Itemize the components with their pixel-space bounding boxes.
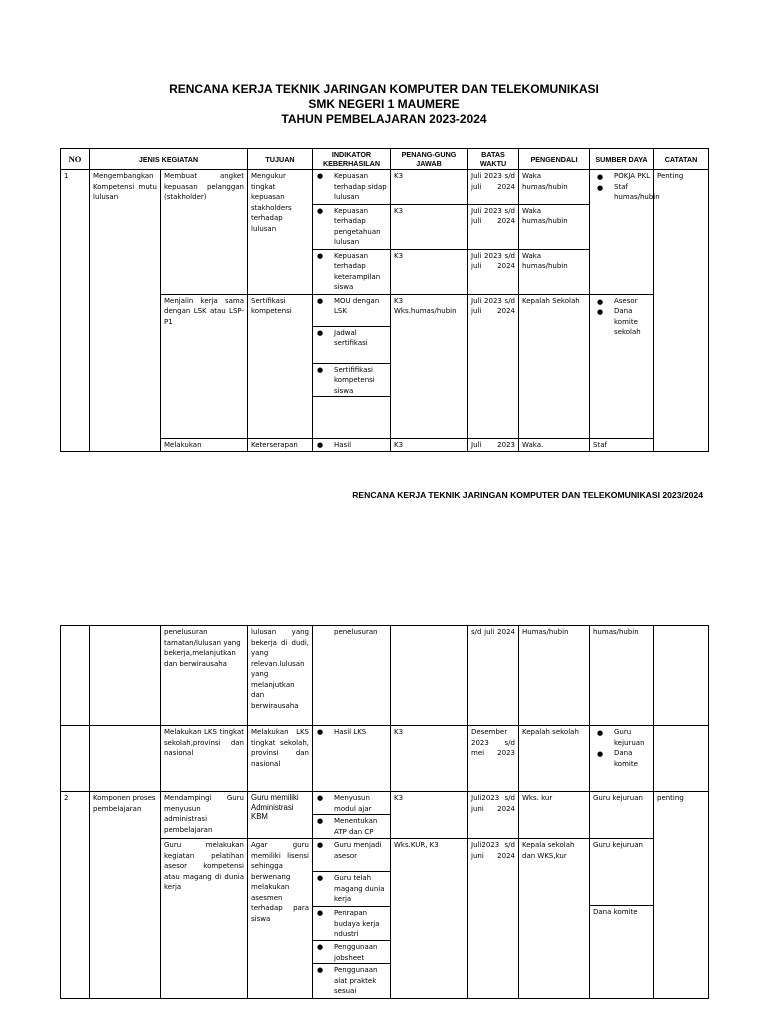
activity-kegiatan: Mendampingi Guru menyusun administrasi pembelajaran — [161, 792, 248, 839]
resource-item: ● Dana komite sekolah — [593, 306, 650, 338]
activity-tujuan: Mengukur tingkat kepuasan stakholders terhadap lulusan — [248, 170, 313, 295]
activity-kegiatan: penelusuran tamatan/lulusan yang bekerja,melanjutkan dan berwirausaha — [161, 626, 248, 726]
indicator-item: ● Menentukan ATP dan CP — [313, 815, 390, 838]
activity-tujuan: Melakukan LKS tingkat sekolah, provinsi dan nasional — [248, 726, 313, 792]
batas-waktu: Juli2023 s/d juni 2024 — [468, 839, 519, 999]
sumber-daya — [590, 294, 654, 438]
school-name: SMK NEGERI 1 MAUMERE — [308, 97, 460, 111]
sumber-daya: Staf — [590, 438, 654, 452]
penanggung-jawab — [391, 626, 468, 726]
program-name — [90, 626, 161, 726]
pengendali: Kepalah sekolah — [519, 726, 590, 792]
resource-item: ● Staf humas/hubin — [593, 182, 650, 203]
pengendali: Waka humas/hubin — [519, 170, 590, 205]
indicator-item: ● Kepuasan terhadap pengetahuan lulusan — [313, 204, 391, 249]
program-name: Komponen proses pembelajaran — [90, 792, 161, 999]
resource-item: ● Dana komite — [593, 748, 650, 769]
batas-waktu: Desember 2023 s/d mei 2023 — [468, 726, 519, 792]
penanggung-jawab: K3 — [391, 249, 468, 294]
sumber-daya — [590, 170, 660, 295]
activity-kegiatan: Melakukan LKS tingkat sekolah,provinsi dan nasional — [161, 726, 248, 792]
work-plan-table-page-2 — [60, 625, 709, 999]
col-pengendali: PENGENDALI — [519, 149, 590, 170]
col-jenis-kegiatan: JENIS KEGIATAN — [90, 149, 248, 170]
batas-waktu: Juli2023 s/d juni 2024 — [468, 792, 519, 839]
indicator-item: ● Penggunaan jobsheet — [313, 941, 390, 964]
row-number — [61, 726, 90, 792]
penanggung-jawab: K3 — [391, 170, 468, 205]
activity-tujuan: Keterserapan — [248, 438, 313, 452]
indicator-item: ● Penggunaan alat praktek sesuai — [313, 964, 390, 998]
penanggung-jawab: K3 — [391, 726, 468, 792]
row-number: 2 — [61, 792, 90, 999]
activity-kegiatan: Melakukan — [161, 438, 248, 452]
batas-waktu: Juli 2023 s/d juli 2024 — [468, 170, 519, 205]
batas-waktu: Juli 2023 s/d juli 2024 — [468, 204, 519, 249]
pengendali: Humas/hubin — [519, 626, 590, 726]
col-catatan: CATATAN — [654, 149, 709, 170]
pengendali: Waka humas/hubin — [519, 204, 590, 249]
resource-item: Guru kejuruan — [593, 841, 643, 849]
indicator-item: ● Guru menjadi asesor — [313, 839, 390, 872]
resource-item: Dana komite — [590, 905, 653, 919]
activity-kegiatan: Guru melakukan kegiatan pelatihan asesor kompetensi atau magang di dunia kerja — [161, 839, 248, 999]
indicator-item: ● MOU dengan LSK — [313, 295, 390, 327]
pengendali: Wks. kur — [519, 792, 590, 839]
indicator-item: ● Guru telah magang dunia kerja — [313, 872, 390, 907]
batas-waktu: Juli 2023 s/d juli 2024 — [468, 294, 519, 438]
indicator-item: ● Jadwal sertifikasi — [313, 327, 390, 364]
indicator-item: ● Sertififikasi kompetensi siswa — [313, 364, 390, 397]
resource-item: ● POKJA PKL — [593, 171, 650, 182]
col-indikator: INDIKATOR KEBERHASILAN — [313, 149, 391, 170]
pengendali: Waka. — [519, 438, 590, 452]
indicator-item: ● Hasil LKS — [313, 726, 391, 792]
penanggung-jawab: K3 — [391, 438, 468, 452]
activity-kegiatan: Menjalin kerja sama dengan LSK atau LSP-P1 — [161, 294, 248, 438]
indicator-list — [313, 294, 391, 438]
sumber-daya — [590, 726, 654, 792]
penanggung-jawab: Wks.KUR, K3 — [391, 839, 468, 999]
activity-tujuan: Guru memiliki Administrasi KBM — [248, 792, 313, 839]
batas-waktu: s/d juli 2024 — [468, 626, 519, 726]
program-name: Mengembangkan Kompetensi mutu lulusan — [90, 170, 161, 452]
running-header: RENCANA KERJA TEKNIK JARINGAN KOMPUTER DAN TELEKOMUNIKASI 2023/2024 — [352, 490, 703, 500]
indicator-item: ● Menyusun modul ajar — [313, 792, 390, 815]
col-no: NO — [61, 149, 90, 170]
batas-waktu: Juli 2023 s/d juli 2024 — [468, 249, 519, 294]
activity-kegiatan: Membuat angket kepuasan pelanggan (stakholder) — [161, 170, 248, 295]
document-title: RENCANA KERJA TEKNIK JARINGAN KOMPUTER DAN TELEKOMUNIKASI — [169, 82, 599, 96]
indicator-item: ● Kepuasan terhadap sidap lulusan — [313, 170, 391, 205]
indicator-list — [313, 839, 391, 999]
indicator-item: ● Hasil — [313, 438, 391, 452]
pengendali: Kepalah Sekolah — [519, 294, 590, 438]
program-name — [90, 726, 161, 792]
catatan — [654, 626, 709, 726]
resource-item: ● Asesor — [593, 296, 650, 307]
col-sumber-daya: SUMBER DAYA — [590, 149, 654, 170]
activity-tujuan: lulusan yang bekerja di dudi, yang relevan.lulusan yang melanjutkan dan berwirausaha — [248, 626, 313, 726]
sumber-daya: humas/hubin — [590, 626, 654, 726]
sumber-daya: Guru kejuruan — [590, 792, 654, 839]
penanggung-jawab: K3 — [391, 204, 468, 249]
penanggung-jawab: K3 — [391, 792, 468, 839]
row-number: 1 — [61, 170, 90, 452]
indicator-list — [313, 792, 391, 839]
batas-waktu: Juli 2023 — [468, 438, 519, 452]
school-year: TAHUN PEMBELAJARAN 2023-2024 — [281, 112, 487, 126]
resource-item: ● Guru kejuruan — [593, 727, 650, 748]
work-plan-table-page-1 — [60, 148, 709, 452]
indicator-item: ● Penrapan budaya kerja ndustri — [313, 907, 390, 941]
activity-tujuan: Agar guru memiliki lisensi sehingga berwenang melakukan asesmen terhadap para siswa — [248, 839, 313, 999]
col-tujuan: TUJUAN — [248, 149, 313, 170]
catatan: penting — [654, 792, 709, 999]
col-penanggung-jawab: PENANG-GUNG JAWAB — [391, 149, 468, 170]
sumber-daya — [590, 839, 654, 999]
penanggung-jawab: K3 Wks.humas/hubin — [391, 294, 468, 438]
pengendali: Waka humas/hubin — [519, 249, 590, 294]
pengendali: Kepala sekolah dan WKS,kur — [519, 839, 590, 999]
row-number — [61, 626, 90, 726]
catatan — [654, 726, 709, 792]
col-batas-waktu: BATAS WAKTU — [468, 149, 519, 170]
catatan: Penting — [654, 170, 709, 452]
indicator-item: penelusuran — [313, 626, 391, 726]
indicator-item: ● Kepuasan terhadap keterampilan siswa — [313, 249, 391, 294]
activity-tujuan: Sertifikasi kompetensi — [248, 294, 313, 438]
